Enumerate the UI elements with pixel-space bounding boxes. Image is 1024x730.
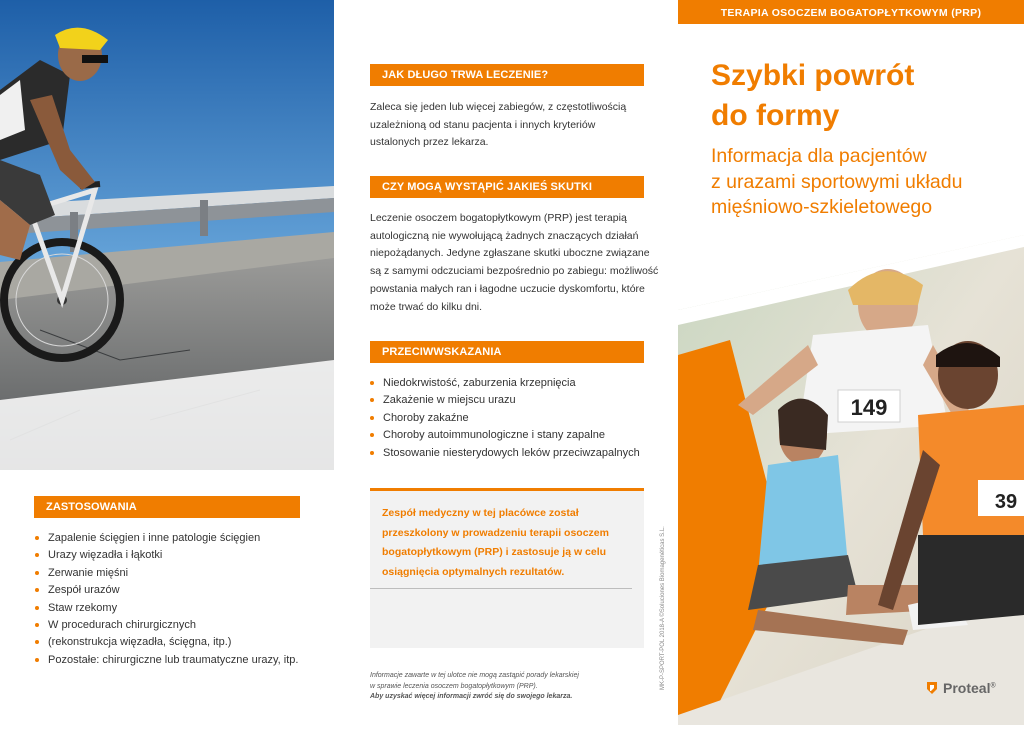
applications-heading: ZASTOSOWANIA xyxy=(34,496,300,518)
side-effects-text: Leczenie osoczem bogatopłytkowym (PRP) jest terapią autologiczną nie wywołującą żadnych znaczących działań niepożądanych. Jedyne zgłaszane skutki uboczne związane są z samymi odczuciami bezpośrednio po zabiegu: możliwość powstania małych ran i łagodne uczucie dyskomfortu, które może trwać do kilku dni. xyxy=(370,212,659,313)
proteal-logo-icon xyxy=(926,681,938,695)
contraindications-list xyxy=(369,375,659,462)
applications-list xyxy=(34,530,324,669)
duration-text: Zaleca się jeden lub więcej zabiegów, z częstotliwością uzależnioną od stanu pacjenta i innych kryteriów ustalonych przez lekarza. xyxy=(370,101,627,149)
page-subtitle: Informacja dla pacjentów z urazami sportowymi układu mięśniowo-szkieletowego xyxy=(711,145,963,218)
list-item: W procedurach chirurgicznych xyxy=(34,617,324,634)
duration-heading: JAK DŁUGO TRWA LECZENIE? xyxy=(370,64,644,86)
list-item: Zakażenie w miejscu urazu xyxy=(369,392,659,409)
cyclist-photo xyxy=(0,0,334,470)
logo-text: Proteal® xyxy=(943,680,996,696)
list-item: Pozostałe: chirurgiczne lub traumatyczne urazy, itp. xyxy=(34,652,324,669)
list-item: Choroby autoimmunologiczne i stany zapalne xyxy=(369,427,659,444)
cyclist-illustration xyxy=(0,0,334,470)
contraindications-heading: PRZECIWWSKAZANIA xyxy=(370,341,644,363)
top-banner: TERAPIA OSOCZEM BOGATOPŁYTKOWYM (PRP) xyxy=(678,0,1024,24)
proteal-logo xyxy=(926,680,996,696)
bib-number-39: 39 xyxy=(994,491,1018,513)
print-code: MK-P-SPORT-POL 2018-A ©Soluciones Biomagenéticas S.L. xyxy=(660,526,666,690)
info-box xyxy=(370,488,644,648)
list-item: Staw rzekomy xyxy=(34,600,324,617)
left-panel xyxy=(0,0,334,725)
list-item: Zapalenie ścięgien i inne patologie ścięgien xyxy=(34,530,324,547)
list-item: Stosowanie niesterydowych leków przeciwzapalnych xyxy=(369,445,659,462)
list-item: Niedokrwistość, zaburzenia krzepnięcia xyxy=(369,375,659,392)
footnote: Informacje zawarte w tej ulotce nie mogą zastąpić porady lekarskiej w sprawie leczenia osoczem bogatopłytkowym (PRP). Aby uzyskać więcej informacji zwróć się do swojego lekarza. xyxy=(370,672,579,700)
info-box-text: Zespół medyczny w tej placówce został przeszkolony w prowadzeniu terapii osoczem bogatopłytkowym (PRP) i zastosuje ją w celu osiągnięcia optymalnych rezultatów. xyxy=(382,507,609,578)
side-effects-heading: CZY MOGĄ WYSTĄPIĆ JAKIEŚ SKUTKI UBOCZNE? xyxy=(370,176,644,198)
list-item: Choroby zakaźne xyxy=(369,410,659,427)
list-item-continuation: (rekonstrukcja więzadła, ścięgna, itp.) xyxy=(34,634,324,651)
list-item: Zerwanie mięśni xyxy=(34,565,324,582)
athletes-illustration xyxy=(678,235,1024,725)
bib-number-149: 149 xyxy=(850,395,888,420)
list-item: Zespół urazów xyxy=(34,582,324,599)
page-title: Szybki powrót do formy xyxy=(711,59,915,132)
athletes-photo xyxy=(678,235,1024,725)
info-box-divider xyxy=(370,588,632,589)
list-item: Urazy więzadła i łąkotki xyxy=(34,547,324,564)
